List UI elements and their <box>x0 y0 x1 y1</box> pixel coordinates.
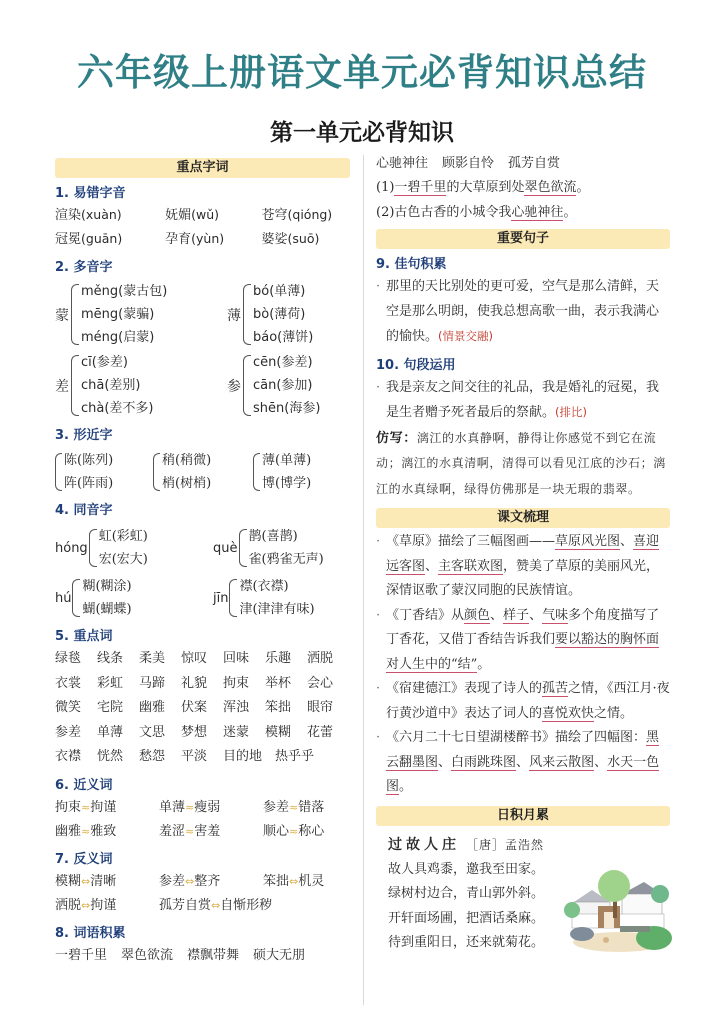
key-word: 线条 <box>97 651 124 666</box>
key-word: 伏案 <box>181 700 208 715</box>
idiom-row: 一碧千里 翠色欲流 襟飘带舞 硕大无朋 <box>55 947 306 963</box>
heading-synonyms: 6. 近义词 <box>55 777 113 793</box>
brace-icon <box>243 355 251 416</box>
double-arrow-icon: ⇔ <box>81 898 91 912</box>
pronunciation-row: 渲染(xuàn) 妩媚(wǔ) 苍穹(qióng) <box>55 207 333 223</box>
section-band-text-review: 课文梳理 <box>376 508 670 528</box>
word: 妩媚 <box>165 208 192 223</box>
similar-char-group: 陈(陈列) 阵(阵雨) <box>55 449 153 495</box>
key-word: 礼貌 <box>181 675 208 691</box>
column-divider <box>363 155 364 1005</box>
word-pair: 单薄≈瘦弱 <box>159 799 221 815</box>
main-title: 六年级上册语文单元必背知识总结 <box>77 51 647 94</box>
unit-title: 第一单元必背知识 <box>270 120 454 146</box>
brace-icon <box>71 284 79 345</box>
key-word: 模糊 <box>265 724 292 740</box>
review-item-grassland: · 《草原》描绘了三幅图画——草原风光图、喜迎远客图、主客联欢图，赞美了草原的美丽风光，深情讴歌了蒙汉同胞的民族情谊。 <box>376 530 670 604</box>
word-pair: 参差≈错落 <box>263 799 325 815</box>
idiom-row: 心驰神往 顾影自怜 孤芳自赏 <box>376 156 561 171</box>
key-word: 惊叹 <box>181 651 208 666</box>
brace-icon <box>253 453 260 491</box>
approx-equal-icon: ≈ <box>81 800 91 814</box>
heading-key-words: 5. 重点词 <box>55 629 113 644</box>
brace-icon <box>89 529 97 567</box>
heading-error-prone-pronunciation: 1. 易错字音 <box>55 186 126 201</box>
key-word: 绿毯 <box>55 651 82 666</box>
word-pair: 笨拙⇔机灵 <box>263 873 325 889</box>
word-pair: 幽雅≈雅致 <box>55 823 117 839</box>
polyphonic-group: 薄 bó(单薄) bò(薄荷) báo(薄饼) <box>227 284 314 345</box>
key-word: 梦想 <box>181 724 208 740</box>
key-word: 马蹄 <box>139 675 166 691</box>
poem-title: 过故人庄 ［唐］孟浩然 <box>388 836 545 853</box>
word: 冠冕 <box>55 232 82 247</box>
similar-char-group: 薄(单薄) 博(博学) <box>253 449 311 495</box>
word-pair: 模糊⇔清晰 <box>55 873 117 889</box>
key-word: 洒脱 <box>307 651 334 666</box>
key-word: 热乎乎 <box>275 749 315 764</box>
word: 孕育 <box>165 232 192 247</box>
word-pair: 孤芳自赏⇔自惭形秽 <box>159 897 273 913</box>
key-word: 目的地 <box>223 749 263 764</box>
antonyms-list <box>55 870 350 918</box>
pronunciation-row: 冠冕(guān) 孕育(yùn) 婆娑(suō) <box>55 231 320 247</box>
word-pair: 拘束≈拘谨 <box>55 799 117 815</box>
polyphonic-group: 参 cēn(参差) cān(参加) shēn(海参) <box>227 355 321 416</box>
section-band-daily-accumulation: 日积月累 <box>376 806 670 826</box>
key-word: 幽雅 <box>139 700 166 715</box>
poem-line: 待到重阳日，还来就菊花。 <box>388 935 545 950</box>
brace-icon <box>71 355 79 416</box>
approx-equal-icon: ≈ <box>185 800 195 814</box>
key-word: 花蕾 <box>307 724 334 740</box>
brace-icon <box>229 579 237 617</box>
section-band-key-words: 重点字词 <box>55 158 350 178</box>
key-word: 衣裳 <box>55 675 82 691</box>
courtyard-scene-illustration <box>564 864 674 956</box>
brace-icon <box>239 529 247 567</box>
key-word: 彩虹 <box>97 675 124 691</box>
section-band-important-sentences: 重要句子 <box>376 229 670 249</box>
imitation-writing: 仿写：漓江的水真静啊，静得让你感觉不到它在流动；漓江的水真清啊，清得可以看见江底的沙石；漓江的水真绿啊，绿得仿佛那是一块无瑕的翡翠。 <box>376 430 666 496</box>
word-pair: 参差⇔整齐 <box>159 873 221 889</box>
parallel-sentence: · 我是亲友之间交往的礼品，我是婚礼的冠冕，我是生者赠予死者最后的祭献。(排比) <box>376 376 670 426</box>
key-word: 愁怨 <box>139 749 166 764</box>
key-word: 衣襟 <box>55 749 82 764</box>
key-word: 举杯 <box>265 675 292 691</box>
review-item-wanghu-tower: · 《六月二十七日望湖楼醉书》描绘了四幅图：黑云翻墨图、白雨跳珠图、风来云散图、水天一色图。 <box>376 726 670 800</box>
heading-antonyms: 7. 反义词 <box>55 851 113 867</box>
double-arrow-icon: ⇔ <box>185 874 195 888</box>
key-word: 单薄 <box>97 724 124 740</box>
word: 婆娑 <box>261 232 288 247</box>
key-word: 恍然 <box>97 749 124 764</box>
heading-similar-shape: 3. 形近字 <box>55 428 113 443</box>
key-word: 迷蒙 <box>223 724 250 740</box>
review-item-lilac-knot: · 《丁香结》从颜色、样子、气味多个角度描写了丁香花，又借丁香结告诉我们要以豁达的胸怀面对人生中的“结”。 <box>376 604 670 678</box>
word-pair-row <box>55 820 350 844</box>
polyphonic-group: 蒙 měng(蒙古包) mēng(蒙骗) méng(启蒙) <box>55 284 168 345</box>
left-column <box>55 158 350 968</box>
word-pair-row <box>55 870 350 894</box>
word-pair: 羞涩≈害羞 <box>159 823 221 839</box>
approx-equal-icon: ≈ <box>289 800 299 814</box>
key-word: 会心 <box>307 675 334 691</box>
key-word: 回味 <box>223 651 250 666</box>
key-word: 柔美 <box>139 651 166 666</box>
word-pair-row <box>55 894 350 918</box>
heading-homophones: 4. 同音字 <box>55 503 113 518</box>
approx-equal-icon: ≈ <box>81 824 91 838</box>
homophone-group: què 鹊(喜鹊) 雀(鸦雀无声) <box>213 529 324 567</box>
key-word: 浑浊 <box>223 700 250 715</box>
word-pair-row <box>55 796 350 820</box>
brace-icon <box>153 453 160 491</box>
heading-polyphonic: 2. 多音字 <box>55 260 113 275</box>
heading-sentence-use: 10. 句段运用 <box>376 357 456 373</box>
homophone-group: jīn 襟(衣襟) 津(津津有味) <box>213 579 315 617</box>
synonyms-list <box>55 796 350 844</box>
poem-line: 故人具鸡黍，邀我至田家。 <box>388 861 545 877</box>
key-word: 参差 <box>55 724 82 740</box>
example-sentence-2: (2)古色古香的小城令我心驰神往。 <box>376 204 577 220</box>
poem-line: 绿树村边合，青山郭外斜。 <box>388 886 545 901</box>
right-column <box>376 152 670 956</box>
key-word: 拘束 <box>223 675 250 691</box>
word: 苍穹 <box>261 208 288 223</box>
brace-icon <box>243 284 251 345</box>
double-arrow-icon: ⇔ <box>211 898 221 912</box>
key-word: 宅院 <box>97 700 124 715</box>
key-word: 文思 <box>139 724 166 740</box>
polyphonic-group: 差 cī(参差) chā(差别) chà(差不多) <box>55 355 154 416</box>
key-word: 眼帘 <box>307 700 334 715</box>
poem-line: 开轩面场圃，把酒话桑麻。 <box>388 910 545 926</box>
approx-equal-icon: ≈ <box>185 824 195 838</box>
key-word: 乐趣 <box>265 651 292 666</box>
heading-word-accumulation: 8. 词语积累 <box>55 925 126 941</box>
example-sentence-1: (1)一碧千里的大草原到处翠色欲流。 <box>376 180 590 195</box>
review-item-poems: · 《宿建德江》表现了诗人的孤苦之情，《西江月·夜行黄沙道中》表达了词人的喜悦欢快之情。 <box>376 677 670 726</box>
key-word: 笨拙 <box>265 700 292 715</box>
poem-block <box>376 832 670 956</box>
word-pair: 顺心≈称心 <box>263 823 325 839</box>
approx-equal-icon: ≈ <box>289 824 299 838</box>
good-sentence: · 那里的天比别处的更可爱，空气是那么清鲜，天空是那么明朗，使我总想高歌一曲，表示我满心的愉快。(情景交融) <box>376 275 670 350</box>
homophone-group: hú 糊(糊涂) 蝴(蝴蝶) <box>55 579 132 617</box>
double-arrow-icon: ⇔ <box>81 874 91 888</box>
key-words-grid <box>55 647 350 770</box>
key-word: 平淡 <box>181 749 208 764</box>
homophone-group: hóng 虹(彩虹) 宏(宏大) <box>55 529 148 567</box>
word: 渲染 <box>55 208 82 223</box>
brace-icon <box>55 453 62 491</box>
word-pair: 洒脱⇔拘谨 <box>55 897 117 913</box>
heading-good-sentences: 9. 佳句积累 <box>376 257 447 272</box>
brace-icon <box>72 579 80 617</box>
key-word: 微笑 <box>55 700 82 715</box>
similar-char-group: 稍(稍微) 梢(树梢) <box>153 449 253 495</box>
double-arrow-icon: ⇔ <box>289 874 299 888</box>
